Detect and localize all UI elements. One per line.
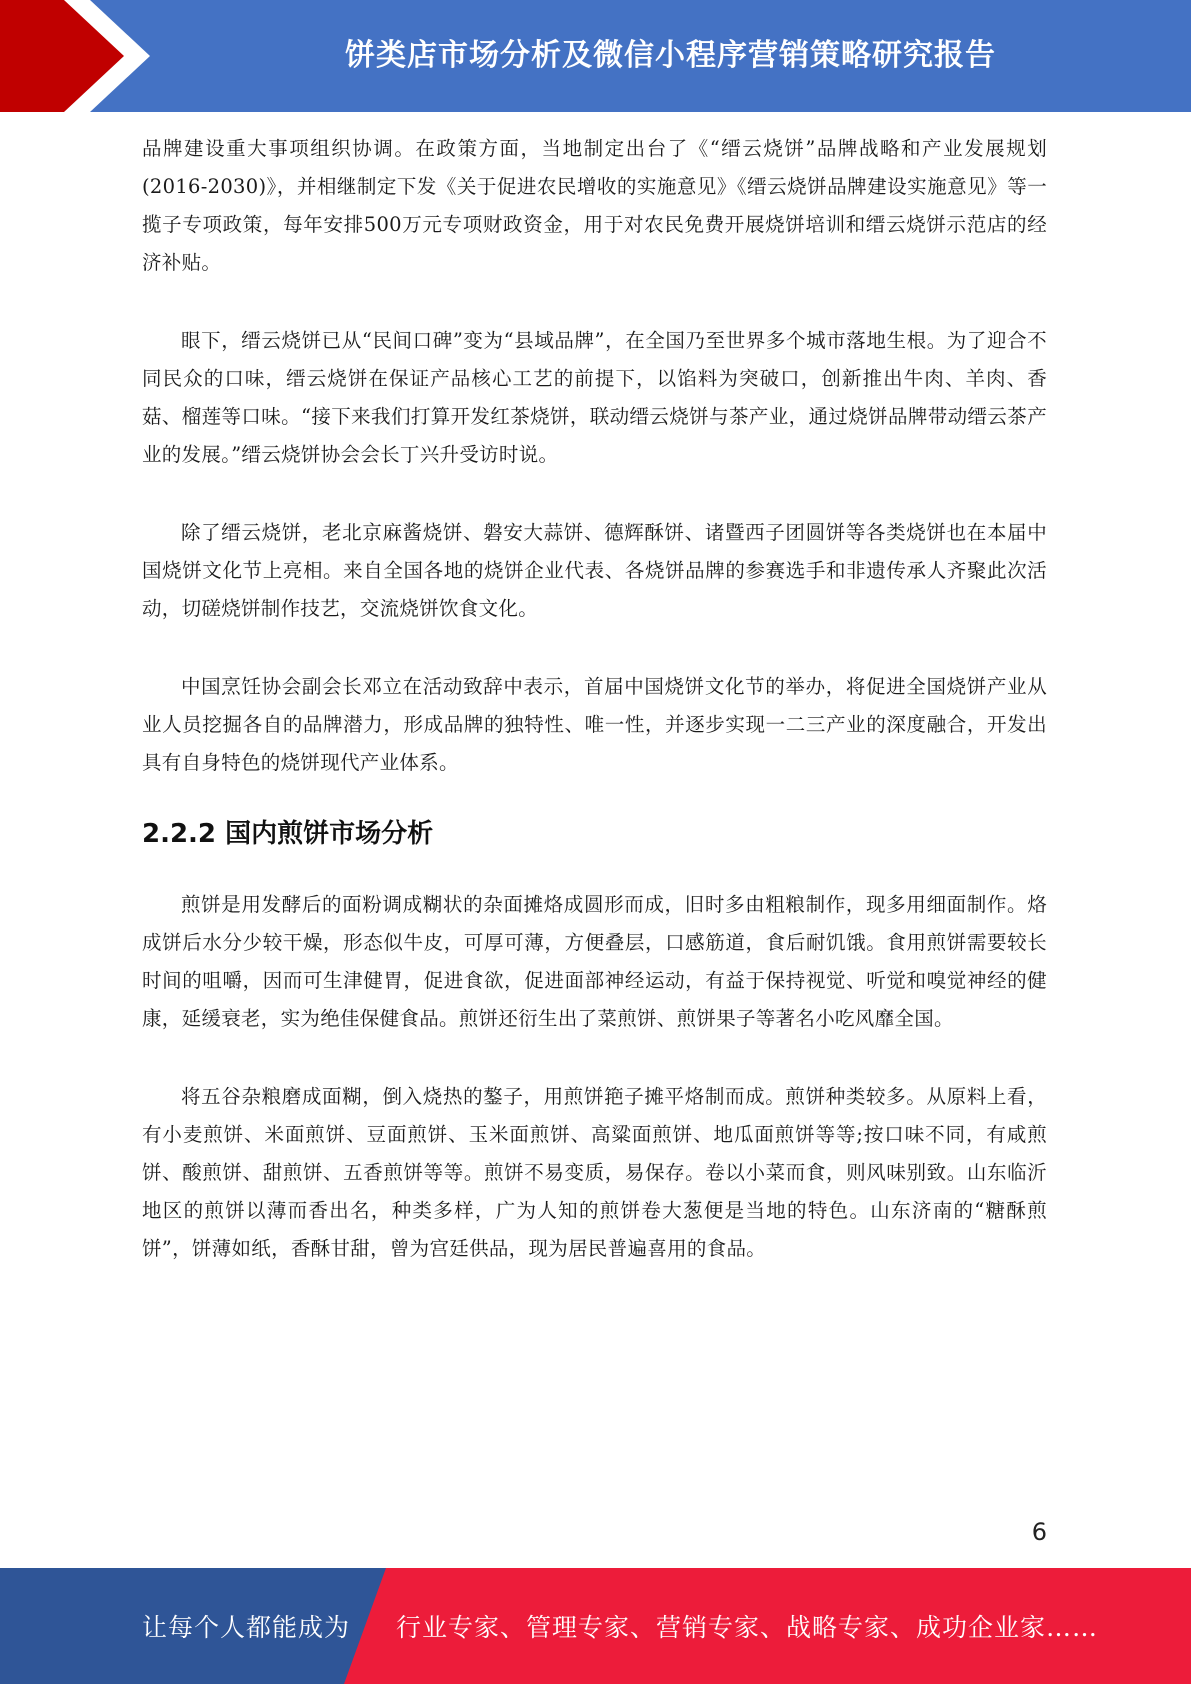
paragraph: 将五谷杂粮磨成面糊，倒入烧热的鏊子，用煎饼筢子摊平烙制而成。煎饼种类较多。从原料上看，有小麦煎饼、米面煎饼、豆面煎饼、玉米面煎饼、高粱面煎饼、地瓜面煎饼等等;按口味不同，有咸煎饼、酸煎饼、甜煎饼、五香煎饼等等。煎饼不易变质，易保存。卷以小菜而食，则风味别致。山东临沂地区的煎饼以薄而香出名，种类多样，广为人知的煎饼卷大葱便是当地的特色。山东济南的“糖酥煎饼”，饼薄如纸，香酥甘甜，曾为宫廷供品，现为居民普遍喜用的食品。 xyxy=(142,1085,1047,1260)
document-title: 饼类店市场分析及微信小程序营销策略研究报告 xyxy=(345,38,996,73)
page-header xyxy=(0,0,1191,112)
header-chevron-decoration xyxy=(0,0,160,112)
paragraph: 品牌建设重大事项组织协调。在政策方面，当地制定出台了《“缙云烧饼”品牌战略和产业发展规划(2016-2030)》，并相继制定下发《关于促进农民增收的实施意见》《缙云烧饼品牌建设实施意见》等一揽子专项政策，每年安排500万元专项财政资金，用于对农民免费开展烧饼培训和缙云烧饼示范店的经济补贴。 xyxy=(142,137,1047,274)
page-footer xyxy=(0,1568,1191,1684)
page-number: 6 xyxy=(1031,1518,1047,1546)
paragraph: 除了缙云烧饼，老北京麻酱烧饼、磐安大蒜饼、德辉酥饼、诸暨西子团圆饼等各类烧饼也在本届中国烧饼文化节上亮相。来自全国各地的烧饼企业代表、各烧饼品牌的参赛选手和非遗传承人齐聚此次活动，切磋烧饼制作技艺，交流烧饼饮食文化。 xyxy=(142,521,1047,620)
section-heading: 2.2.2 国内煎饼市场分析 xyxy=(142,819,434,849)
footer-slogan-right: 行业专家、管理专家、营销专家、战略专家、成功企业家…… xyxy=(396,1613,1099,1642)
paragraph: 眼下，缙云烧饼已从“民间口碑”变为“县域品牌”，在全国乃至世界多个城市落地生根。为了迎合不同民众的口味，缙云烧饼在保证产品核心工艺的前提下，以馅料为突破口，创新推出牛肉、羊肉、香菇、榴莲等口味。“接下来我们打算开发红茶烧饼，联动缙云烧饼与茶产业，通过烧饼品牌带动缙云茶产业的发展。”缙云烧饼协会会长丁兴升受访时说。 xyxy=(142,329,1047,466)
paragraph: 煎饼是用发酵后的面粉调成糊状的杂面摊烙成圆形而成，旧时多由粗粮制作，现多用细面制作。烙成饼后水分少较干燥，形态似牛皮，可厚可薄，方便叠层，口感筋道，食后耐饥饿。食用煎饼需要较长时间的咀嚼，因而可生津健胃，促进食欲，促进面部神经运动，有益于保持视觉、听觉和嗅觉神经的健康，延缓衰老，实为绝佳保健食品。煎饼还衍生出了菜煎饼、煎饼果子等著名小吃风靡全国。 xyxy=(142,893,1047,1030)
paragraph: 中国烹饪协会副会长邓立在活动致辞中表示，首届中国烧饼文化节的举办，将促进全国烧饼产业从业人员挖掘各自的品牌潜力，形成品牌的独特性、唯一性，并逐步实现一二三产业的深度融合，开发出具有自身特色的烧饼现代产业体系。 xyxy=(142,675,1047,774)
footer-slogan-left: 让每个人都能成为 xyxy=(142,1613,351,1642)
document-body xyxy=(142,130,1047,1268)
